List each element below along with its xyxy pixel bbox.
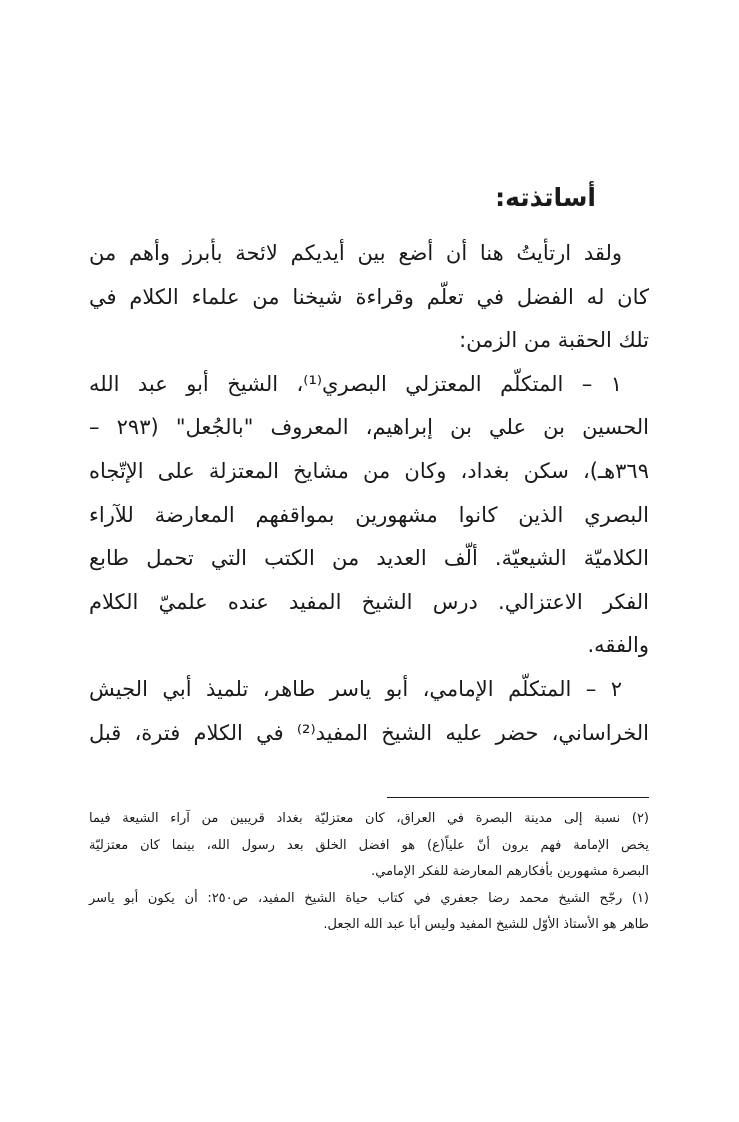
footnote-line: طاهر هو الأستاذ الأوّل للشيخ المفيد وليس أبا عبد الله الجعل. [323,917,649,933]
body-line: الحسين بن علي بن إبراهيم، المعروف "بالجُعل" (٢٩٣ – [89,415,649,440]
section-heading: أساتذته: [495,183,596,212]
body-line: الكلاميّة الشيعيّة. ألّف العديد من الكتب التي تحمل طابع [89,546,649,571]
footnote-line: (١) رجّح الشيخ محمد رضا جعفري في كتاب حياة الشيخ المفيد، ص٢٥٠: أن يكون أبو ياسر [89,890,649,906]
body-line: البصري الذين كانوا مشهورين بمواقفهم المعارضة للآراء [89,502,649,527]
footnotes [89,806,649,939]
body-text [89,232,649,755]
footnote-line: (٢) نسبة إلى مدينة البصرة في العراق، كان معتزليّة بغداد قريبين من آراء الشيعة فيما [89,811,649,826]
body-line: والفقه. [587,633,649,658]
footnote-line: البصرة مشهورين بأفكارهم المعارضة للفكر الإمامي. [371,864,649,880]
body-line: الخراساني، حضر عليه الشيخ المفيد⁽²⁾ في الكلام فترة، قبل [89,720,649,745]
body-line: كان له الفضل في تعلّم وقراءة شيخنا من علماء الكلام في [89,284,649,309]
body-line: ٢ – المتكلّم الإمامي، أبو ياسر طاهر، تلميذ أبي الجيش [89,676,622,701]
body-line: تلك الحقبة من الزمن: [459,328,649,353]
body-line: ١ – المتكلّم المعتزلي البصري⁽¹⁾، الشيخ أبو عبد الله [89,371,623,396]
body-line: ولقد ارتأيتُ هنا أن أضع بين أيديكم لائحة بأبرز وأهم من [89,241,622,265]
footnote-line: يخص الإمامة فهم يرون أنّ علياً(ع) هو افضل الخلق بعد رسول الله، بينما كان معتزليّة [89,837,649,853]
body-line: الفكر الاعتزالي. درس الشيخ المفيد عنده علميّ الكلام [89,589,649,614]
footnote-separator [387,797,649,798]
body-line: ٣٦٩هـ)، سكن بغداد، وكان من مشايخ المعتزلة على الإتّجاه [89,458,649,483]
